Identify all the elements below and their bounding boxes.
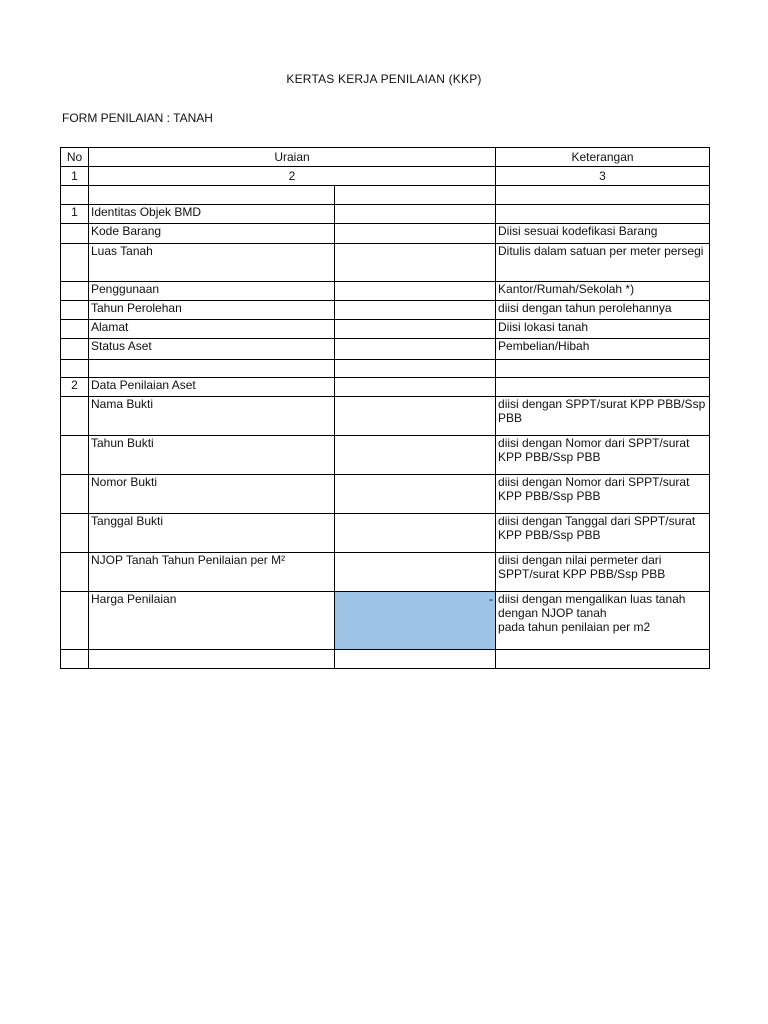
table-row <box>61 224 710 244</box>
row-label-harga-penilaian: Harga Penilaian <box>89 592 335 650</box>
spacer-row <box>61 360 710 378</box>
index-uraian: 2 <box>89 167 496 186</box>
spacer-row <box>61 186 710 205</box>
table-row <box>61 514 710 553</box>
ket-line: diisi dengan mengalikan luas tanah dengan NJOP tanah <box>498 592 686 620</box>
row-ket-harga-penilaian <box>496 592 710 650</box>
row-ket-nomor-bukti: diisi dengan Nomor dari SPPT/surat KPP PBB/Ssp PBB <box>496 475 710 514</box>
row-label-tahun-perolehan: Tahun Perolehan <box>89 301 335 320</box>
column-index-row <box>61 167 710 186</box>
table-row <box>61 436 710 475</box>
value-cell[interactable] <box>335 436 496 475</box>
header-uraian: Uraian <box>89 148 496 167</box>
ket-line: pada tahun penilaian per m2 <box>498 620 651 634</box>
value-cell[interactable] <box>335 301 496 320</box>
row-ket-tahun-bukti: diisi dengan Nomor dari SPPT/surat KPP PBB/Ssp PBB <box>496 436 710 475</box>
row-ket-luas-tanah: Ditulis dalam satuan per meter persegi <box>496 244 710 282</box>
value-cell[interactable] <box>335 397 496 436</box>
section2-title-row <box>61 378 710 397</box>
document-title: KERTAS KERJA PENILAIAN (KKP) <box>286 72 482 86</box>
index-no: 1 <box>61 167 89 186</box>
header-keterangan: Keterangan <box>496 148 710 167</box>
valuation-table <box>60 147 710 669</box>
row-ket-tanggal-bukti: diisi dengan Tanggal dari SPPT/surat KPP PBB/Ssp PBB <box>496 514 710 553</box>
row-label-status-aset: Status Aset <box>89 339 335 360</box>
value-cell[interactable] <box>335 320 496 339</box>
row-ket-kode-barang: Diisi sesuai kodefikasi Barang <box>496 224 710 244</box>
row-label-tahun-bukti: Tahun Bukti <box>89 436 335 475</box>
spacer-row <box>61 650 710 669</box>
value-cell[interactable] <box>335 553 496 592</box>
value-cell[interactable] <box>335 339 496 360</box>
value-cell[interactable] <box>335 244 496 282</box>
table-row <box>61 397 710 436</box>
value-cell[interactable] <box>335 475 496 514</box>
row-ket-alamat: Diisi lokasi tanah <box>496 320 710 339</box>
table-header-row <box>61 148 710 167</box>
row-label-nama-bukti: Nama Bukti <box>89 397 335 436</box>
section2-title: Data Penilaian Aset <box>89 378 335 397</box>
table-row <box>61 475 710 514</box>
section2-number: 2 <box>61 378 89 397</box>
table-row <box>61 320 710 339</box>
table-row <box>61 592 710 650</box>
table-row <box>61 553 710 592</box>
row-ket-tahun-perolehan: diisi dengan tahun perolehannya <box>496 301 710 320</box>
harga-penilaian-value[interactable]: - <box>335 592 496 650</box>
row-label-penggunaan: Penggunaan <box>89 282 335 301</box>
row-label-alamat: Alamat <box>89 320 335 339</box>
row-label-luas-tanah: Luas Tanah <box>89 244 335 282</box>
table-row <box>61 244 710 282</box>
row-ket-njop: diisi dengan nilai permeter dari SPPT/surat KPP PBB/Ssp PBB <box>496 553 710 592</box>
row-label-kode-barang: Kode Barang <box>89 224 335 244</box>
index-keterangan: 3 <box>496 167 710 186</box>
table-row <box>61 301 710 320</box>
row-label-njop: NJOP Tanah Tahun Penilaian per M² <box>89 553 335 592</box>
table-row <box>61 339 710 360</box>
row-ket-nama-bukti: diisi dengan SPPT/surat KPP PBB/Ssp PBB <box>496 397 710 436</box>
header-no: No <box>61 148 89 167</box>
row-ket-status-aset: Pembelian/Hibah <box>496 339 710 360</box>
row-ket-penggunaan: Kantor/Rumah/Sekolah *) <box>496 282 710 301</box>
section1-number: 1 <box>61 205 89 224</box>
table-row <box>61 282 710 301</box>
value-cell[interactable] <box>335 224 496 244</box>
row-label-nomor-bukti: Nomor Bukti <box>89 475 335 514</box>
section1-title-row <box>61 205 710 224</box>
form-title: FORM PENILAIAN : TANAH <box>62 111 213 125</box>
row-label-tanggal-bukti: Tanggal Bukti <box>89 514 335 553</box>
value-cell[interactable] <box>335 282 496 301</box>
value-cell[interactable] <box>335 514 496 553</box>
section1-title: Identitas Objek BMD <box>89 205 335 224</box>
